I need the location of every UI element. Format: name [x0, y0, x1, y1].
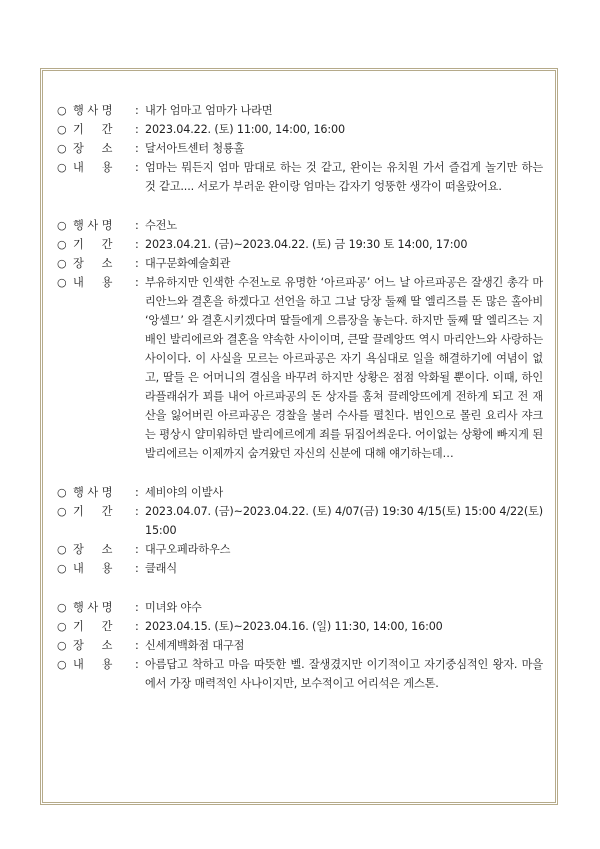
- circle-bullet-icon: ○: [57, 562, 67, 575]
- colon: :: [135, 505, 139, 518]
- field-label: 행 사 명: [73, 219, 113, 232]
- colon: :: [135, 620, 139, 633]
- field-label: 내 용: [73, 161, 113, 174]
- colon: :: [135, 123, 139, 136]
- event-place-row: [57, 254, 543, 273]
- event-content: 클래식: [145, 562, 177, 575]
- field-label: 기 간: [73, 505, 113, 518]
- event-place-row: [57, 636, 543, 655]
- event-content: 아름답고 착하고 마음 따뜻한 벨. 잘생겼지만 이기적이고 자기중심적인 왕자. 마을에서 가장 매력적인 사나이지만, 보수적이고 어리석은 게스톤.: [145, 658, 543, 690]
- field-label: 행 사 명: [73, 104, 113, 117]
- circle-bullet-icon: ○: [57, 639, 67, 652]
- field-label: 내 용: [73, 562, 113, 575]
- colon: :: [135, 104, 139, 117]
- field-label: 장 소: [73, 257, 113, 270]
- colon: :: [135, 562, 139, 575]
- circle-bullet-icon: ○: [57, 123, 67, 136]
- event-place-row: [57, 540, 543, 559]
- event-item: [57, 598, 543, 693]
- circle-bullet-icon: ○: [57, 601, 67, 614]
- event-date-row: [57, 617, 543, 636]
- colon: :: [135, 161, 139, 174]
- colon: :: [135, 601, 139, 614]
- field-label: 기 간: [73, 123, 113, 136]
- event-content-row: [57, 559, 543, 578]
- circle-bullet-icon: ○: [57, 486, 67, 499]
- circle-bullet-icon: ○: [57, 238, 67, 251]
- field-label: 장 소: [73, 142, 113, 155]
- event-place: 대구오페라하우스: [145, 543, 231, 556]
- colon: :: [135, 639, 139, 652]
- circle-bullet-icon: ○: [57, 142, 67, 155]
- circle-bullet-icon: ○: [57, 104, 67, 117]
- event-place: 신세계백화점 대구점: [145, 639, 245, 652]
- circle-bullet-icon: ○: [57, 276, 67, 289]
- colon: :: [135, 142, 139, 155]
- circle-bullet-icon: ○: [57, 620, 67, 633]
- event-date-row: [57, 120, 543, 139]
- event-content-row: [57, 273, 543, 463]
- colon: :: [135, 658, 139, 671]
- event-place: 대구문화예술회관: [145, 257, 231, 270]
- circle-bullet-icon: ○: [57, 658, 67, 671]
- field-label: 기 간: [73, 620, 113, 633]
- event-name-row: [57, 483, 543, 502]
- colon: :: [135, 257, 139, 270]
- event-name-row: [57, 598, 543, 617]
- event-place-row: [57, 139, 543, 158]
- event-item: [57, 101, 543, 196]
- field-label: 장 소: [73, 543, 113, 556]
- event-content-row: [57, 158, 543, 196]
- event-content-row: [57, 655, 543, 693]
- colon: :: [135, 486, 139, 499]
- field-label: 내 용: [73, 276, 113, 289]
- event-date-row: [57, 235, 543, 254]
- event-name: 내가 엄마고 엄마가 나라면: [145, 104, 273, 117]
- event-date-row: [57, 502, 543, 540]
- event-name-row: [57, 101, 543, 120]
- event-date: 2023.04.22. (토) 11:00, 14:00, 16:00: [145, 123, 345, 136]
- colon: :: [135, 543, 139, 556]
- circle-bullet-icon: ○: [57, 161, 67, 174]
- event-name-row: [57, 216, 543, 235]
- event-name: 세비야의 이발사: [145, 486, 224, 499]
- field-label: 내 용: [73, 658, 113, 671]
- event-name: 미녀와 야수: [145, 601, 202, 614]
- event-place: 달서아트센터 청룡홀: [145, 142, 245, 155]
- event-item: [57, 483, 543, 578]
- circle-bullet-icon: ○: [57, 543, 67, 556]
- field-label: 장 소: [73, 639, 113, 652]
- field-label: 기 간: [73, 238, 113, 251]
- event-list: [57, 101, 543, 713]
- colon: :: [135, 219, 139, 232]
- colon: :: [135, 276, 139, 289]
- event-item: [57, 216, 543, 463]
- event-date: 2023.04.07. (금)~2023.04.22. (토) 4/07(금) 19:30 4/15(토) 15:00 4/22(토) 15:00: [145, 505, 543, 537]
- event-name: 수전노: [145, 219, 177, 232]
- event-content: 엄마는 뭐든지 엄마 맘대로 하는 것 같고, 완이는 유치원 가서 즐겁게 놀기만 하는 것 같고.... 서로가 부러운 완이랑 엄마는 갑자기 엉뚱한 생각이 떠올랐어요.: [145, 161, 543, 193]
- event-date: 2023.04.15. (토)~2023.04.16. (일) 11:30, 14:00, 16:00: [145, 620, 443, 633]
- field-label: 행 사 명: [73, 486, 113, 499]
- field-label: 행 사 명: [73, 601, 113, 614]
- event-date: 2023.04.21. (금)~2023.04.22. (토) 금 19:30 토 14:00, 17:00: [145, 238, 468, 251]
- colon: :: [135, 238, 139, 251]
- circle-bullet-icon: ○: [57, 257, 67, 270]
- circle-bullet-icon: ○: [57, 505, 67, 518]
- circle-bullet-icon: ○: [57, 219, 67, 232]
- event-content: 부유하지만 인색한 수전노로 유명한 ‘아르파공’ 어느 날 아르파공은 잘생긴 총각 마리안느와 결혼을 하겠다고 선언을 하고 그날 당장 둘째 딸 엘리즈를 돈 많은 홀아비 ‘앙셀므’ 와 결혼시키겠다며 딸들에게 으름장을 놓는다. 하지만 둘째 딸 엘리즈는 지배인 발리에르와 결혼을 약속한 사이이며, 큰딸 끌레앙뜨 역시 마리안느와 사랑하는 사이이다. 이 사실을 모르는 아르파공은 자기 욕심대로 일을 해결하기에 여념이 없고, 딸들 은 어머니의 결심을 바꾸려 하지만 상황은 점점 악화될 뿐이다. 이때, 하인 라플래쉬가 꾀를 내어 아르파공의 돈 상자를 훔쳐 끌레앙뜨에게 전하게 되고 전 재산을 잃어버린 아르파공은 경찰을 불러 수사를 펼친다. 범인으로 몰린 요리사 쟈크는 평상시 얄미워하던 발리에르에게 죄를 뒤집어씌운다. 어이없는 상황에 빠지게 된 발리에르는 이제까지 숨겨왔던 자신의 신분에 대해 얘기하는데…: [145, 276, 543, 460]
